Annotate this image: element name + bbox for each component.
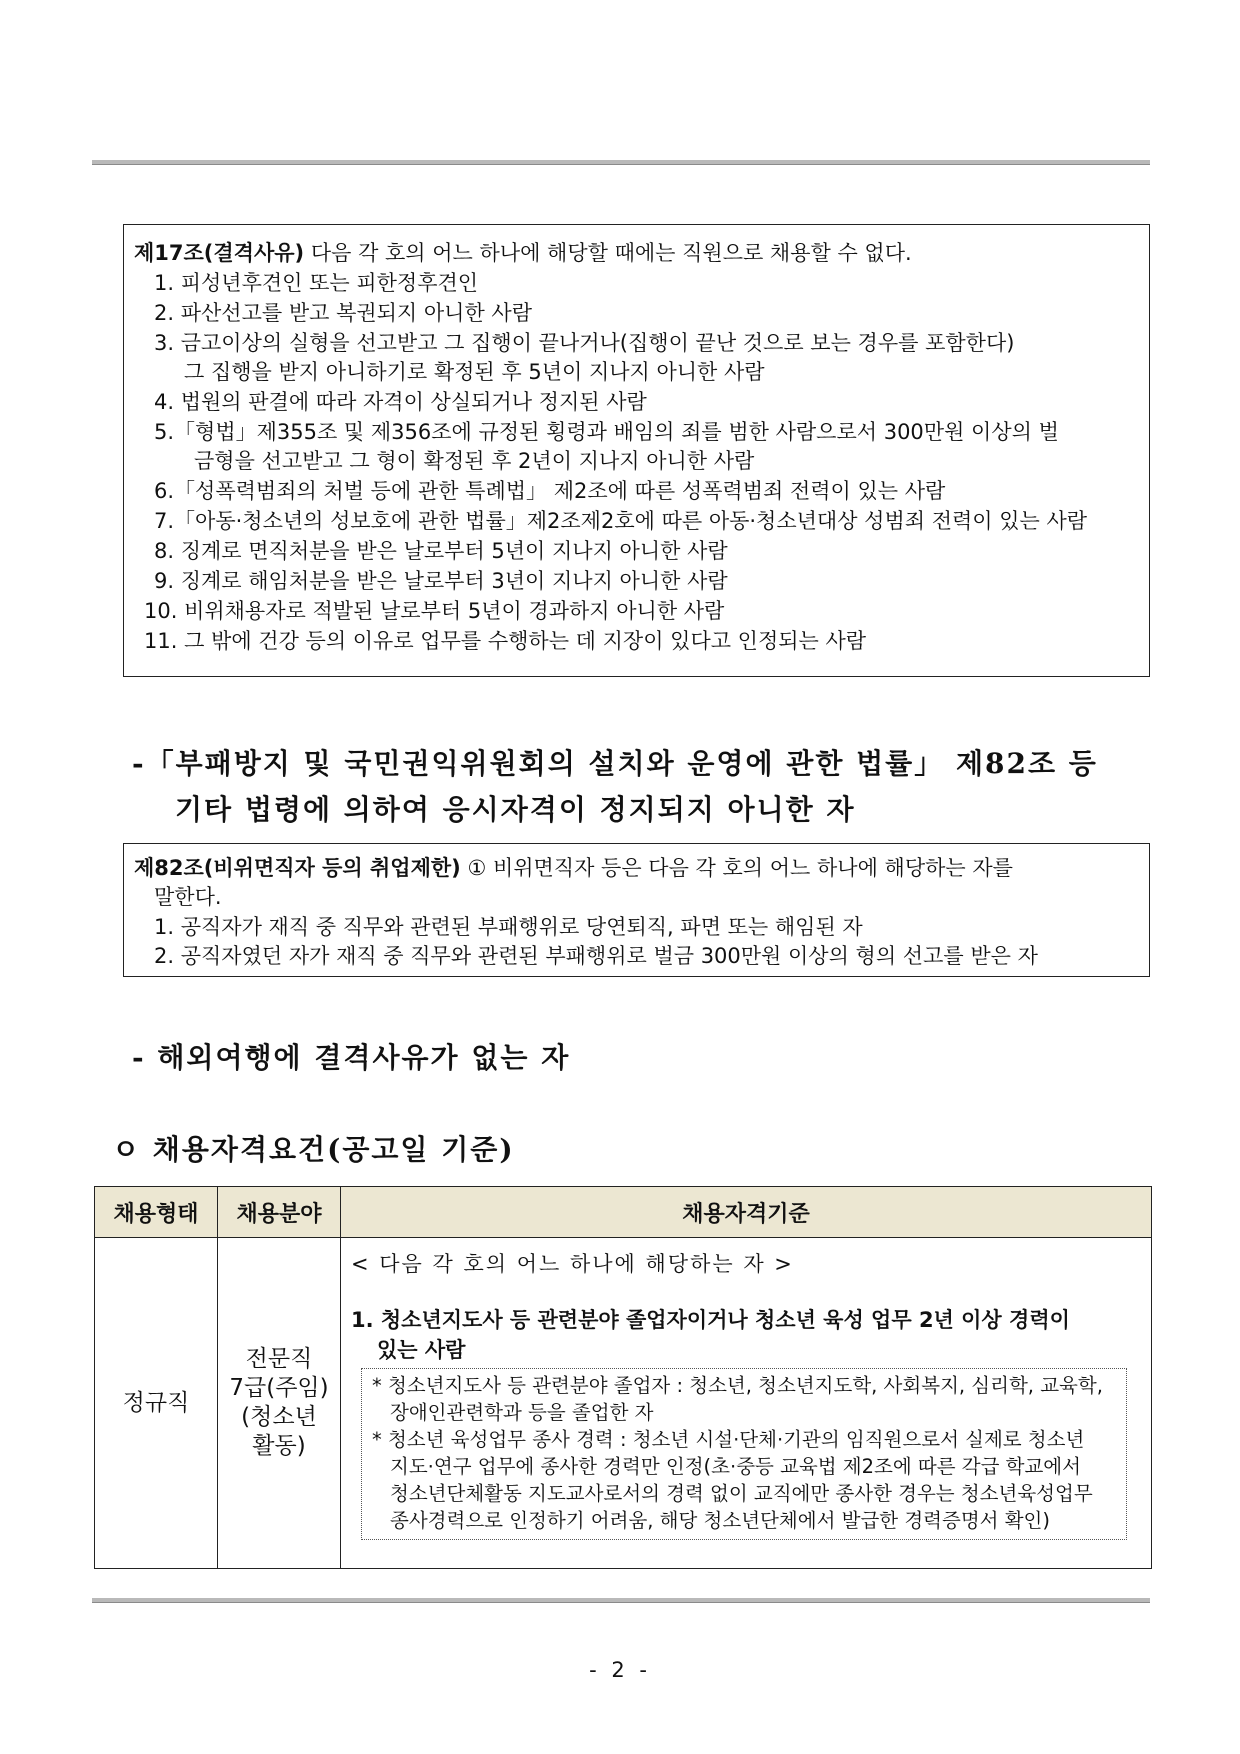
note-line: * 청소년 육성업무 종사 경력 : 청소년 시설·단체·기관의 임직원으로서 실제로 청소년 <box>372 1428 1085 1451</box>
note-line: * 청소년지도사 등 관련분야 졸업자 : 청소년, 청소년지도학, 사회복지, 심리학, 교육학, <box>372 1374 1103 1397</box>
criteria-item-1-cont: 있는 사람 <box>377 1338 466 1362</box>
article-82-box <box>123 843 1150 977</box>
qualification-heading-1: -「부패방지 및 국민권익위원회의 설치와 운영에 관한 법률」 제82조 등 <box>132 747 1098 780</box>
table-row <box>95 1238 1152 1569</box>
field-line: (청소년 <box>241 1404 317 1430</box>
note-line: 종사경력으로 인정하기 어려움, 해당 청소년단체에서 발급한 경력증명서 확인) <box>390 1509 1050 1532</box>
list-item: 10. 비위채용자로 적발된 날로부터 5년이 경과하지 아니한 사람 <box>144 599 725 623</box>
criteria-item-1: 1. 청소년지도사 등 관련분야 졸업자이거나 청소년 육성 업무 2년 이상 경력이 <box>351 1308 1070 1332</box>
note-line: 지도·연구 업무에 종사한 경력만 인정(초·중등 교육법 제2조에 따른 각급 학교에서 <box>390 1455 1081 1478</box>
requirements-table <box>94 1186 1152 1569</box>
article-82-intro: ① 비위면직자 등은 다음 각 호의 어느 하나에 해당하는 자를 <box>460 856 1013 880</box>
article-17-heading <box>134 239 912 267</box>
list-item: 7.「아동·청소년의 성보호에 관한 법률」제2조제2호에 따른 아동·청소년대상 성범죄 전력이 있는 사람 <box>154 509 1088 533</box>
bottom-divider <box>92 1598 1150 1603</box>
list-item: 1. 공직자가 재직 중 직무와 관련된 부패행위로 당연퇴직, 파면 또는 해임된 자 <box>154 915 863 939</box>
field-line: 7급(주임) <box>229 1375 329 1401</box>
criteria-intro: < 다음 각 호의 어느 하나에 해당하는 자 > <box>351 1252 794 1276</box>
page-number: - 2 - <box>589 1658 651 1682</box>
qualification-heading-1-cont: 기타 법령에 의하여 응시자격이 정지되지 아니한 자 <box>175 793 856 826</box>
column-header: 채용형태 <box>95 1187 218 1238</box>
column-header: 채용자격기준 <box>341 1187 1152 1238</box>
top-divider <box>92 160 1150 165</box>
field-line: 활동) <box>252 1433 306 1459</box>
list-item: 2. 파산선고를 받고 복권되지 아니한 사람 <box>154 301 532 325</box>
note-line: 청소년단체활동 지도교사로서의 경력 없이 교직에만 종사한 경우는 청소년육성업무 <box>390 1482 1093 1505</box>
column-header: 채용분야 <box>218 1187 341 1238</box>
list-item: 금형을 선고받고 그 형이 확정된 후 2년이 지나지 아니한 사람 <box>194 449 755 473</box>
list-item: 1. 피성년후견인 또는 피한정후견인 <box>154 271 479 295</box>
article-82-title: 제82조(비위면직자 등의 취업제한) <box>134 856 461 880</box>
criteria-notes-box <box>361 1368 1127 1540</box>
list-item: 그 집행을 받지 아니하기로 확정된 후 5년이 지나지 아니한 사람 <box>184 360 765 384</box>
article-17-intro: 다음 각 호의 어느 하나에 해당할 때에는 직원으로 채용할 수 없다. <box>304 241 912 265</box>
list-item: 9. 징계로 해임처분을 받은 날로부터 3년이 지나지 아니한 사람 <box>154 569 728 593</box>
note-line: 장애인관련학과 등을 졸업한 자 <box>390 1401 654 1424</box>
list-item: 11. 그 밖에 건강 등의 이유로 업무를 수행하는 데 지장이 있다고 인정되는 사람 <box>144 629 867 653</box>
field-cell <box>218 1238 341 1569</box>
list-item: 8. 징계로 면직처분을 받은 날로부터 5년이 지나지 아니한 사람 <box>154 539 728 563</box>
list-item: 5.「형법」제355조 및 제356조에 규정된 횡령과 배임의 죄를 범한 사람으로서 300만원 이상의 벌 <box>154 420 1059 444</box>
field-line: 전문직 <box>245 1346 313 1372</box>
article-17-title: 제17조(결격사유) <box>134 241 305 265</box>
list-item: 2. 공직자였던 자가 재직 중 직무와 관련된 부패행위로 벌금 300만원 이상의 형의 선고를 받은 자 <box>154 944 1038 968</box>
list-item: 6.「성폭력범죄의 처벌 등에 관한 특례법」 제2조에 따른 성폭력범죄 전력이 있는 사람 <box>154 479 946 503</box>
employment-type: 정규직 <box>122 1389 190 1416</box>
article-17-box <box>123 224 1150 677</box>
section-heading: ㅇ 채용자격요건(공고일 기준) <box>112 1133 515 1166</box>
table-header-row <box>95 1187 1152 1238</box>
list-item: 4. 법원의 판결에 따라 자격이 상실되거나 정지된 사람 <box>154 390 647 414</box>
article-82-intro-cont: 말한다. <box>154 885 222 909</box>
qualification-heading-2: - 해외여행에 결격사유가 없는 자 <box>132 1041 571 1074</box>
article-82-heading <box>134 854 1013 882</box>
employment-type-cell <box>95 1238 218 1569</box>
criteria-cell <box>341 1238 1152 1569</box>
list-item: 3. 금고이상의 실형을 선고받고 그 집행이 끝나거나(집행이 끝난 것으로 보는 경우를 포함한다) <box>154 331 1015 355</box>
